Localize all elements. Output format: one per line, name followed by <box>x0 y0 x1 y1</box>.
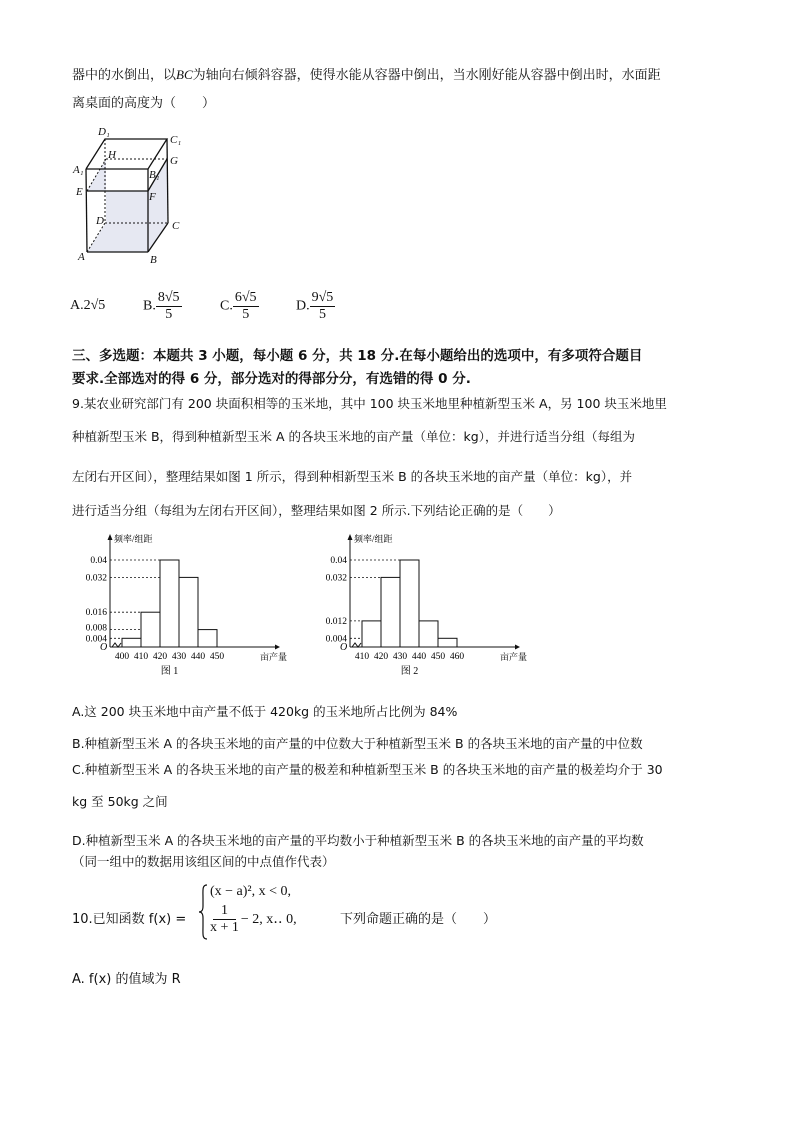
vertex-label: D₁ <box>98 126 110 138</box>
histogram-bar <box>198 630 217 647</box>
histogram-bar <box>179 577 198 647</box>
y-tick-label: 0.04 <box>330 556 347 566</box>
histogram-bar <box>438 638 457 647</box>
x-tick-label: 400 <box>114 652 130 662</box>
vertex-label: A₁ <box>73 164 84 176</box>
histogram-figure-2 <box>310 530 530 680</box>
x-axis-arrow <box>275 645 280 650</box>
q10-case-2: $\frac{1}{x + 1}$ − 2, x‥ 0, <box>210 903 297 935</box>
q9-text-line3: 左闭右开区间），整理结果如图 1 所示，得到种相新型玉米 B 的各块玉米地的亩产量（单位：kg），并 <box>72 469 633 484</box>
y-tick-label: 0.016 <box>85 608 107 619</box>
q8-option-c[interactable]: C. $\frac{6√5}{5}$ <box>220 290 257 322</box>
origin-label: O <box>340 642 348 653</box>
piecewise-brace <box>198 884 208 940</box>
x-tick-label: 430 <box>171 652 187 662</box>
y-axis-label: 频率/组距 <box>114 534 153 544</box>
histogram-bar <box>381 577 400 647</box>
vertex-label: B <box>150 254 157 266</box>
x-tick-label: 420 <box>373 652 389 662</box>
y-tick-label: 0.004 <box>325 634 347 645</box>
origin-label: O <box>100 642 108 653</box>
x-tick-label: 420 <box>152 652 168 662</box>
histogram-bar <box>419 621 438 647</box>
y-tick-label: 0.008 <box>85 623 107 634</box>
q8-text-line1: 器中的水倒出，以BC为轴向右倾斜容器，使得水能从容器中倒出，当水刚好能从容器中倒出时，水面距 <box>72 67 661 83</box>
vertex-label: H <box>108 149 116 161</box>
q10-prefix: 10.已知函数 f(x) = <box>72 912 187 927</box>
histogram-bar <box>160 560 179 647</box>
histogram-bar <box>400 560 419 647</box>
q8-text-line2: 离桌面的高度为（ ） <box>72 96 216 111</box>
q9-option-c[interactable]: C.种植新型玉米 A 的各块玉米地的亩产量的极差和种植新型玉米 B 的各块玉米地的亩产量的极差均介于 30 <box>72 762 663 777</box>
section-3-heading-line2: 要求.全部选对的得 6 分，部分选对的得部分分，有选错的得 0 分. <box>72 371 471 387</box>
x-tick-label: 440 <box>411 652 427 662</box>
y-tick-label: 0.012 <box>325 616 347 627</box>
vertex-label: E <box>76 186 83 198</box>
q8-option-a[interactable]: A.2√5 <box>70 298 106 313</box>
x-tick-label: 450 <box>209 652 225 662</box>
q9-option-d[interactable]: D.种植新型玉米 A 的各块玉米地的亩产量的平均数小于种植新型玉米 B 的各块玉米地的亩产量的平均数 <box>72 833 644 848</box>
vertex-label: B₁ <box>149 169 160 181</box>
axis-break-icon <box>352 643 361 647</box>
vertex-label: C <box>172 220 180 232</box>
q9-text-line1: 9.某农业研究部门有 200 块面积相等的玉米地，其中 100 块玉米地里种植新型玉米 A，另 100 块玉米地里 <box>72 396 667 411</box>
q8-option-b[interactable]: B. $\frac{8√5}{5}$ <box>143 290 180 322</box>
vertex-label: A <box>78 251 85 263</box>
y-tick-label: 0.04 <box>90 556 107 566</box>
q10-option-a[interactable]: A. f(x) 的值域为 R <box>72 972 181 987</box>
cuboid-figure <box>70 118 220 268</box>
axis-break-icon <box>112 643 121 647</box>
x-tick-label: 460 <box>449 652 465 662</box>
x-tick-label: 410 <box>133 652 149 662</box>
x-tick-label: 440 <box>190 652 206 662</box>
q9-option-a[interactable]: A.这 200 块玉米地中亩产量不低于 420kg 的玉米地所占比例为 84% <box>72 704 458 719</box>
figure-caption: 图 1 <box>160 666 179 677</box>
q9-option-d-cont: （同一组中的数据用该组区间的中点值作代表） <box>72 854 335 869</box>
histogram-bar <box>362 621 381 647</box>
q9-option-b[interactable]: B.种植新型玉米 A 的各块玉米地的亩产量的中位数大于种植新型玉米 B 的各块玉米地的亩产量的中位数 <box>72 736 643 751</box>
q9-option-c-cont: kg 至 50kg 之间 <box>72 794 168 809</box>
y-tick-label: 0.032 <box>85 573 107 584</box>
figure-caption: 图 2 <box>400 666 419 677</box>
x-tick-label: 450 <box>430 652 446 662</box>
y-axis-label: 频率/组距 <box>354 534 393 544</box>
histogram-bar <box>141 612 160 647</box>
q8-option-d[interactable]: D. $\frac{9√5}{5}$ <box>296 290 334 322</box>
q9-text-line4: 进行适当分组（每组为左闭右开区间），整理结果如图 2 所示.下列结论正确的是（ ） <box>72 503 561 518</box>
x-axis-label: 亩产量 <box>260 652 288 662</box>
x-axis-label: 亩产量 <box>500 652 528 662</box>
x-tick-label: 430 <box>392 652 408 662</box>
y-tick-label: 0.032 <box>325 573 347 584</box>
histogram-bar <box>122 638 141 647</box>
vertex-label: G <box>170 155 178 167</box>
vertex-label: C₁ <box>170 134 182 146</box>
x-tick-label: 410 <box>354 652 370 662</box>
histogram-figure-1 <box>70 530 290 680</box>
y-axis-arrow <box>108 534 113 540</box>
x-axis-arrow <box>515 645 520 650</box>
q9-text-line2: 种植新型玉米 B，得到种植新型玉米 A 的各块玉米地的亩产量（单位：kg），并进行适当分组（每组为 <box>72 429 635 444</box>
q10-case-1: (x − a)², x < 0, <box>210 884 292 899</box>
vertex-label: F <box>149 191 156 203</box>
y-tick-label: 0.004 <box>85 634 107 645</box>
vertex-label: D <box>96 215 104 227</box>
y-axis-arrow <box>348 534 353 540</box>
section-3-heading: 三、多选题：本题共 3 小题，每小题 6 分，共 18 分.在每小题给出的选项中，有多项符合题目 <box>72 348 643 364</box>
q10-suffix: 下列命题正确的是（ ） <box>340 912 497 927</box>
